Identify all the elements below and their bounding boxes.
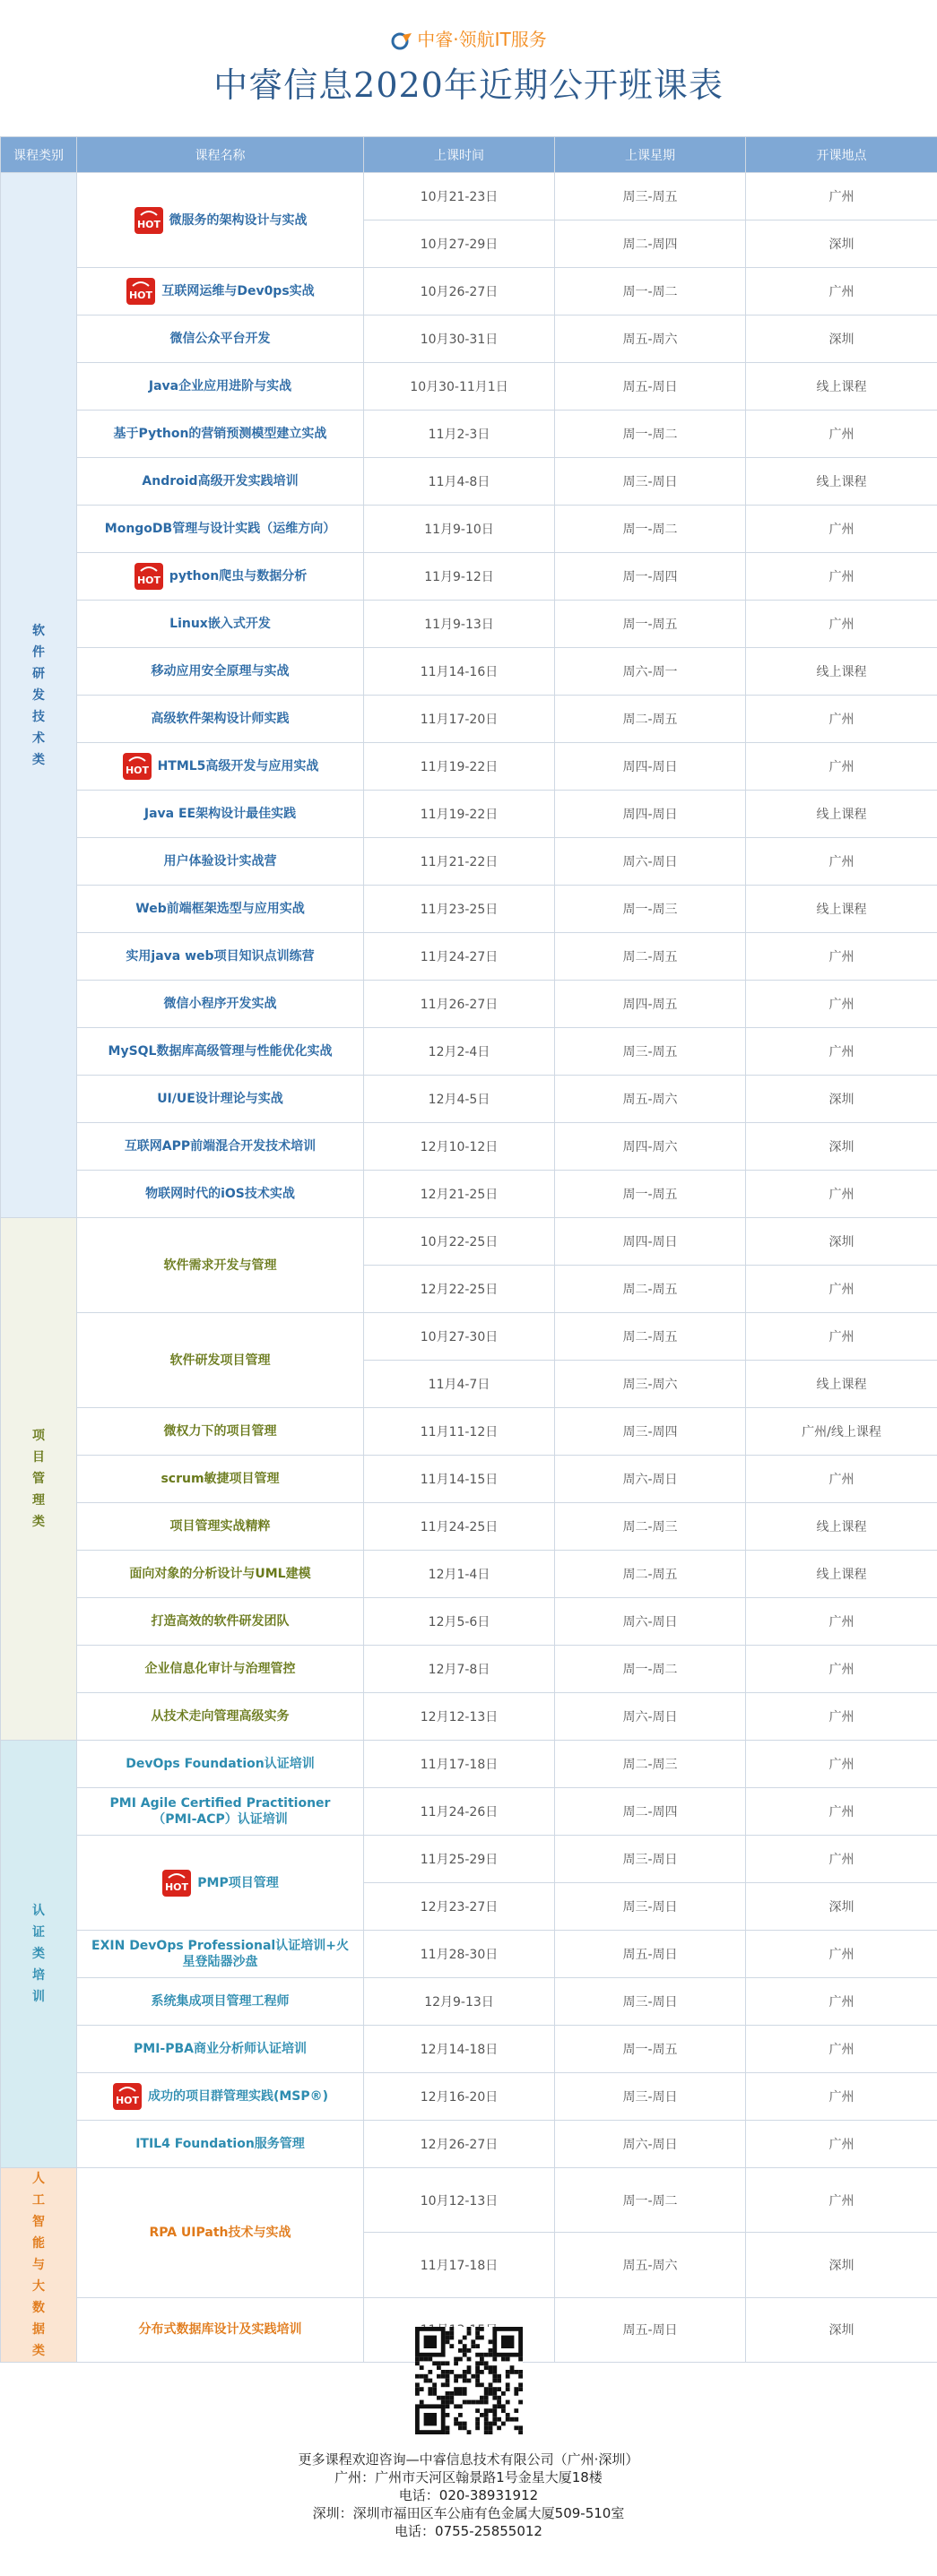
table-row xyxy=(1,268,937,316)
course-location: 广州 xyxy=(746,1028,937,1076)
course-date: 11月24-27日 xyxy=(364,933,555,981)
course-name-cell xyxy=(77,1931,364,1978)
course-date: 11月17-18日 xyxy=(364,1741,555,1788)
table-row xyxy=(1,2073,937,2121)
course-weekday: 周三-周五 xyxy=(555,1028,746,1076)
table-row xyxy=(1,696,937,743)
table-row xyxy=(1,933,937,981)
course-name-cell xyxy=(77,173,364,268)
course-location: 广州 xyxy=(746,1171,937,1218)
course-weekday: 周四-周六 xyxy=(555,1123,746,1171)
course-name-cell xyxy=(77,981,364,1028)
table-row xyxy=(1,1028,937,1076)
footer-sz-phone: 电话：0755-25855012 xyxy=(395,2523,542,2539)
course-date: 11月26-27日 xyxy=(364,981,555,1028)
course-location: 广州 xyxy=(746,2073,937,2121)
course-weekday: 周四-周日 xyxy=(555,743,746,791)
course-location: 线上课程 xyxy=(746,1551,937,1598)
course-weekday: 周三-周日 xyxy=(555,1883,746,1931)
schedule-table xyxy=(0,136,937,2363)
course-weekday: 周六-周一 xyxy=(555,648,746,696)
course-location: 广州 xyxy=(746,268,937,316)
table-row xyxy=(1,1123,937,1171)
table-row xyxy=(1,458,937,506)
course-location: 深圳 xyxy=(746,220,937,268)
course-name: 成功的项目群管理实践(MSP®) xyxy=(147,2089,329,2104)
course-name: 物联网时代的iOS技术实战 xyxy=(145,1187,295,1201)
course-weekday: 周三-周四 xyxy=(555,1408,746,1456)
course-name: 用户体验设计实战营 xyxy=(163,854,277,869)
category-label: 人工智能与大数据类 xyxy=(32,2172,45,2358)
category-cell xyxy=(1,1741,77,2168)
course-weekday: 周一-周二 xyxy=(555,1646,746,1693)
course-weekday: 周二-周五 xyxy=(555,1313,746,1361)
course-location: 广州 xyxy=(746,1741,937,1788)
course-location: 广州 xyxy=(746,1836,937,1883)
table-row xyxy=(1,1788,937,1836)
course-weekday: 周一-周二 xyxy=(555,268,746,316)
course-weekday: 周六-周日 xyxy=(555,1456,746,1503)
course-name-cell xyxy=(77,363,364,411)
course-location: 广州 xyxy=(746,553,937,601)
course-name-cell xyxy=(77,1456,364,1503)
course-location: 广州 xyxy=(746,981,937,1028)
course-name-cell xyxy=(77,2121,364,2168)
course-name-cell xyxy=(77,696,364,743)
course-location: 线上课程 xyxy=(746,1503,937,1551)
course-date: 12月26-27日 xyxy=(364,2121,555,2168)
course-location: 广州 xyxy=(746,1598,937,1646)
course-date: 12月16-20日 xyxy=(364,2073,555,2121)
table-row xyxy=(1,1551,937,1598)
header-course-name: 课程名称 xyxy=(77,137,364,173)
course-name: 微信公众平台开发 xyxy=(169,332,271,346)
course-weekday: 周四-周日 xyxy=(555,1218,746,1266)
course-name: 实用java web项目知识点训练营 xyxy=(126,949,315,964)
course-location: 广州 xyxy=(746,743,937,791)
course-location: 广州 xyxy=(746,601,937,648)
course-date: 11月24-26日 xyxy=(364,1788,555,1836)
table-row xyxy=(1,2026,937,2073)
course-name: DevOps Foundation认证培训 xyxy=(126,1757,315,1771)
page-title: 中睿信息2020年近期公开班课表 xyxy=(213,65,724,105)
table-row xyxy=(1,1408,937,1456)
course-location: 广州 xyxy=(746,2168,937,2233)
course-weekday: 周五-周日 xyxy=(555,1931,746,1978)
course-name: 从技术走向管理高级实务 xyxy=(151,1709,290,1724)
course-location: 线上课程 xyxy=(746,363,937,411)
course-name: MySQL数据库高级管理与性能优化实战 xyxy=(108,1044,333,1059)
course-date: 11月17-20日 xyxy=(364,696,555,743)
footer-gz-phone: 电话：020-38931912 xyxy=(398,2487,539,2503)
course-location: 深圳 xyxy=(746,1883,937,1931)
course-location: 线上课程 xyxy=(746,1361,937,1408)
course-date: 10月12-13日 xyxy=(364,2168,555,2233)
table-row xyxy=(1,411,937,458)
course-date: 12月14-18日 xyxy=(364,2026,555,2073)
course-weekday: 周五-周日 xyxy=(555,363,746,411)
hot-badge-icon xyxy=(134,206,164,235)
table-row xyxy=(1,1931,937,1978)
course-weekday: 周二-周五 xyxy=(555,933,746,981)
course-location: 线上课程 xyxy=(746,791,937,838)
table-row xyxy=(1,743,937,791)
svg-text:HOT: HOT xyxy=(136,575,161,586)
course-date: 11月9-13日 xyxy=(364,601,555,648)
course-location: 广州 xyxy=(746,1646,937,1693)
course-location: 广州 xyxy=(746,506,937,553)
course-name: Android高级开发实践培训 xyxy=(142,474,299,488)
course-name: Java企业应用进阶与实战 xyxy=(148,379,292,393)
course-location: 深圳 xyxy=(746,2233,937,2297)
course-name-cell xyxy=(77,1693,364,1741)
table-row xyxy=(1,363,937,411)
course-location: 广州 xyxy=(746,933,937,981)
table-row xyxy=(1,1076,937,1123)
svg-text:HOT: HOT xyxy=(129,290,153,301)
table-row xyxy=(1,1313,937,1361)
course-name: python爬虫与数据分析 xyxy=(169,569,308,583)
course-date: 11月14-15日 xyxy=(364,1456,555,1503)
course-name-cell xyxy=(77,506,364,553)
course-location: 广州 xyxy=(746,2026,937,2073)
course-date: 11月9-12日 xyxy=(364,553,555,601)
course-name-cell xyxy=(77,1978,364,2026)
course-name-cell xyxy=(77,2168,364,2298)
category-label: 软件研发技术类 xyxy=(32,623,45,767)
course-name-cell xyxy=(77,933,364,981)
course-date: 11月19-22日 xyxy=(364,743,555,791)
course-name-cell xyxy=(77,648,364,696)
course-weekday: 周二-周四 xyxy=(555,1788,746,1836)
course-date: 12月2-4日 xyxy=(364,1028,555,1076)
footer-gz-address: 广州：广州市天河区翰景路1号金星大厦18楼 xyxy=(334,2469,603,2485)
table-row xyxy=(1,1456,937,1503)
course-name: 企业信息化审计与治理管控 xyxy=(144,1662,296,1676)
course-weekday: 周三-周六 xyxy=(555,1361,746,1408)
course-date: 10月26-27日 xyxy=(364,268,555,316)
table-row xyxy=(1,1741,937,1788)
course-name-cell xyxy=(77,1551,364,1598)
course-weekday: 周二-周四 xyxy=(555,220,746,268)
svg-text:HOT: HOT xyxy=(165,1880,189,1893)
course-name: 打造高效的软件研发团队 xyxy=(151,1614,290,1629)
table-row xyxy=(1,553,937,601)
table-row xyxy=(1,1646,937,1693)
category-cell xyxy=(1,173,77,1218)
course-name-cell xyxy=(77,1123,364,1171)
course-date: 12月5-6日 xyxy=(364,1598,555,1646)
svg-text:HOT: HOT xyxy=(125,765,149,776)
course-name-cell xyxy=(77,553,364,601)
brand-text: 中睿·领航IT服务 xyxy=(417,29,547,50)
course-weekday: 周五-周日 xyxy=(555,2297,746,2362)
course-name: 微信小程序开发实战 xyxy=(163,997,277,1011)
course-location: 深圳 xyxy=(746,2297,937,2362)
table-row xyxy=(1,1693,937,1741)
course-name-cell xyxy=(77,1076,364,1123)
course-name: 基于Python的营销预测模型建立实战 xyxy=(113,427,327,441)
table-row xyxy=(1,1503,937,1551)
course-name-cell xyxy=(77,601,364,648)
course-name: PMI-PBA商业分析师认证培训 xyxy=(134,2042,307,2056)
course-date: 11月11-12日 xyxy=(364,1408,555,1456)
course-weekday: 周一-周五 xyxy=(555,2026,746,2073)
course-date: 11月9-10日 xyxy=(364,506,555,553)
header xyxy=(0,0,937,136)
course-date: 10月27-29日 xyxy=(364,220,555,268)
hot-badge-icon xyxy=(161,1869,192,1897)
course-name: EXIN DevOps Professional认证培训+火星登陆器沙盘 xyxy=(91,1939,349,1969)
footer-sz-address: 深圳：深圳市福田区车公庙有色金属大厦509-510室 xyxy=(312,2505,625,2521)
svg-text:HOT: HOT xyxy=(136,218,161,230)
table-row xyxy=(1,2168,937,2233)
course-name: Linux嵌入式开发 xyxy=(169,617,271,631)
course-name-cell xyxy=(77,458,364,506)
table-row xyxy=(1,838,937,886)
course-name: 分布式数据库设计及实践培训 xyxy=(138,2322,302,2338)
hot-badge-icon xyxy=(134,562,164,591)
course-date: 11月2-3日 xyxy=(364,411,555,458)
table-row xyxy=(1,506,937,553)
brand-logo-icon xyxy=(390,31,413,51)
course-name-cell xyxy=(77,1028,364,1076)
course-name: Java EE架构设计最佳实践 xyxy=(143,807,297,821)
course-date: 12月7-8日 xyxy=(364,1646,555,1693)
course-location: 广州 xyxy=(746,1931,937,1978)
course-name-cell xyxy=(77,1503,364,1551)
course-weekday: 周三-周五 xyxy=(555,173,746,220)
course-weekday: 周二-周五 xyxy=(555,696,746,743)
course-date: 10月27-30日 xyxy=(364,1313,555,1361)
course-weekday: 周二-周三 xyxy=(555,1741,746,1788)
table-row xyxy=(1,1171,937,1218)
course-weekday: 周六-周日 xyxy=(555,2121,746,2168)
footer-consult: 更多课程欢迎咨询—中睿信息技术有限公司（广州·深圳） xyxy=(298,2451,639,2468)
course-weekday: 周一-周二 xyxy=(555,506,746,553)
course-date: 12月21-25日 xyxy=(364,1171,555,1218)
table-row xyxy=(1,173,937,220)
course-weekday: 周六-周日 xyxy=(555,838,746,886)
table-row xyxy=(1,601,937,648)
table-row xyxy=(1,648,937,696)
table-header-row xyxy=(1,137,937,173)
course-location: 广州 xyxy=(746,2121,937,2168)
course-location: 深圳 xyxy=(746,1218,937,1266)
course-date: 10月30-31日 xyxy=(364,316,555,363)
course-location: 广州 xyxy=(746,1978,937,2026)
table-row xyxy=(1,791,937,838)
brand-logo xyxy=(0,25,937,51)
hot-badge-icon xyxy=(122,752,152,781)
course-name: 互联网运维与Dev0ps实战 xyxy=(161,284,315,298)
course-date: 11月21-22日 xyxy=(364,838,555,886)
course-location: 广州 xyxy=(746,1456,937,1503)
footer xyxy=(0,2327,937,2540)
course-date: 12月1-4日 xyxy=(364,1551,555,1598)
course-date: 11月28-30日 xyxy=(364,1931,555,1978)
course-name: Web前端框架选型与应用实战 xyxy=(135,902,305,916)
course-name-cell xyxy=(77,1408,364,1456)
course-date: 11月14-16日 xyxy=(364,648,555,696)
course-name-cell xyxy=(77,2073,364,2121)
course-name-cell xyxy=(77,743,364,791)
header-date: 上课时间 xyxy=(364,137,555,173)
course-name-cell xyxy=(77,411,364,458)
course-name: 项目管理实战精粹 xyxy=(169,1519,271,1534)
course-weekday: 周五-周六 xyxy=(555,316,746,363)
course-name: scrum敏捷项目管理 xyxy=(161,1472,280,1486)
course-location: 广州 xyxy=(746,1266,937,1313)
course-location: 深圳 xyxy=(746,1123,937,1171)
course-date: 11月4-7日 xyxy=(364,1361,555,1408)
course-weekday: 周二-周五 xyxy=(555,1551,746,1598)
table-row xyxy=(1,1836,937,1883)
course-name-cell xyxy=(77,268,364,316)
course-name: PMP项目管理 xyxy=(197,1875,279,1890)
course-date: 11月25-29日 xyxy=(364,1836,555,1883)
course-weekday: 周一-周三 xyxy=(555,886,746,933)
course-name-cell xyxy=(77,1598,364,1646)
category-label: 项目管理类 xyxy=(32,1429,45,1529)
course-location: 线上课程 xyxy=(746,458,937,506)
course-weekday: 周三-周日 xyxy=(555,2073,746,2121)
course-name-cell xyxy=(77,791,364,838)
course-date: 12月9-13日 xyxy=(364,1978,555,2026)
svg-text:HOT: HOT xyxy=(115,2095,139,2106)
course-name: PMI Agile Certified Practitioner（PMI-ACP）认证培训 xyxy=(109,1796,331,1827)
course-name: MongoDB管理与设计实践（运维方向） xyxy=(104,522,336,536)
header-weekday: 上课星期 xyxy=(555,137,746,173)
course-name-cell xyxy=(77,2026,364,2073)
course-location: 广州/线上课程 xyxy=(746,1408,937,1456)
course-weekday: 周一-周四 xyxy=(555,553,746,601)
category-label: 认证类培训 xyxy=(32,1904,45,2004)
course-name: 面向对象的分析设计与UML建模 xyxy=(129,1567,311,1581)
course-location: 广州 xyxy=(746,696,937,743)
course-weekday: 周一-周二 xyxy=(555,2168,746,2233)
hot-badge-icon xyxy=(112,2082,143,2111)
course-name-cell xyxy=(77,1646,364,1693)
header-location: 开课地点 xyxy=(746,137,937,173)
course-weekday: 周一-周五 xyxy=(555,1171,746,1218)
course-name: HTML5高级开发与应用实战 xyxy=(157,759,319,774)
course-name: 高级软件架构设计师实践 xyxy=(151,712,290,726)
table-row xyxy=(1,1598,937,1646)
course-date: 10月21-23日 xyxy=(364,173,555,220)
table-row xyxy=(1,316,937,363)
course-weekday: 周一-周二 xyxy=(555,411,746,458)
qr-code xyxy=(415,2327,523,2434)
table-row xyxy=(1,981,937,1028)
course-weekday: 周四-周五 xyxy=(555,981,746,1028)
course-name: 微权力下的项目管理 xyxy=(163,1424,277,1439)
course-date: 11月19-22日 xyxy=(364,791,555,838)
course-date: 12月4-5日 xyxy=(364,1076,555,1123)
course-name: 移动应用安全原理与实战 xyxy=(151,664,290,679)
course-date: 12月22-25日 xyxy=(364,1266,555,1313)
course-weekday: 周三-周日 xyxy=(555,1836,746,1883)
course-weekday: 周四-周日 xyxy=(555,791,746,838)
course-location: 广州 xyxy=(746,838,937,886)
course-date: 11月24-25日 xyxy=(364,1503,555,1551)
course-name-cell xyxy=(77,886,364,933)
course-name: 互联网APP前端混合开发技术培训 xyxy=(124,1139,317,1154)
course-name: 微服务的架构设计与实战 xyxy=(169,212,308,228)
course-name: 软件研发项目管理 xyxy=(169,1353,271,1368)
course-location: 深圳 xyxy=(746,1076,937,1123)
course-name-cell xyxy=(77,316,364,363)
course-weekday: 周五-周六 xyxy=(555,1076,746,1123)
course-name: 系统集成项目管理工程师 xyxy=(151,1994,290,2009)
hot-badge-icon xyxy=(126,277,156,306)
course-name-cell xyxy=(77,1313,364,1408)
course-date: 10月30-11月1日 xyxy=(364,363,555,411)
course-location: 广州 xyxy=(746,1788,937,1836)
course-date: 11月23-25日 xyxy=(364,886,555,933)
course-weekday: 周六-周日 xyxy=(555,1693,746,1741)
course-location: 广州 xyxy=(746,1313,937,1361)
header-category: 课程类别 xyxy=(1,137,77,173)
course-date: 10月22-25日 xyxy=(364,1218,555,1266)
category-cell xyxy=(1,1218,77,1741)
course-weekday: 周二-周三 xyxy=(555,1503,746,1551)
course-date: 11月4-8日 xyxy=(364,458,555,506)
course-name-cell xyxy=(77,1218,364,1313)
course-weekday: 周五-周六 xyxy=(555,2233,746,2297)
course-location: 广州 xyxy=(746,173,937,220)
course-weekday: 周六-周日 xyxy=(555,1598,746,1646)
course-location: 线上课程 xyxy=(746,886,937,933)
course-date: 12月23-27日 xyxy=(364,1883,555,1931)
course-date: 12月10-12日 xyxy=(364,1123,555,1171)
course-location: 广州 xyxy=(746,1693,937,1741)
course-date: 12月12-13日 xyxy=(364,1693,555,1741)
course-name-cell xyxy=(77,1741,364,1788)
course-weekday: 周二-周五 xyxy=(555,1266,746,1313)
course-weekday: 周一-周五 xyxy=(555,601,746,648)
course-name-cell xyxy=(77,1171,364,1218)
course-location: 广州 xyxy=(746,411,937,458)
course-date: 11月17-18日 xyxy=(364,2233,555,2297)
course-weekday: 周三-周日 xyxy=(555,458,746,506)
table-row xyxy=(1,1978,937,2026)
course-name: RPA UIPath技术与实战 xyxy=(149,2225,291,2240)
course-location: 线上课程 xyxy=(746,648,937,696)
course-name-cell xyxy=(77,1836,364,1931)
table-row xyxy=(1,1218,937,1266)
course-weekday: 周三-周日 xyxy=(555,1978,746,2026)
table-row xyxy=(1,2121,937,2168)
course-location: 深圳 xyxy=(746,316,937,363)
course-name: UI/UE设计理论与实战 xyxy=(157,1092,283,1106)
course-name: 软件需求开发与管理 xyxy=(163,1258,277,1273)
table-row xyxy=(1,886,937,933)
course-name-cell xyxy=(77,1788,364,1836)
course-name-cell xyxy=(77,838,364,886)
course-name: ITIL4 Foundation服务管理 xyxy=(135,2137,305,2151)
